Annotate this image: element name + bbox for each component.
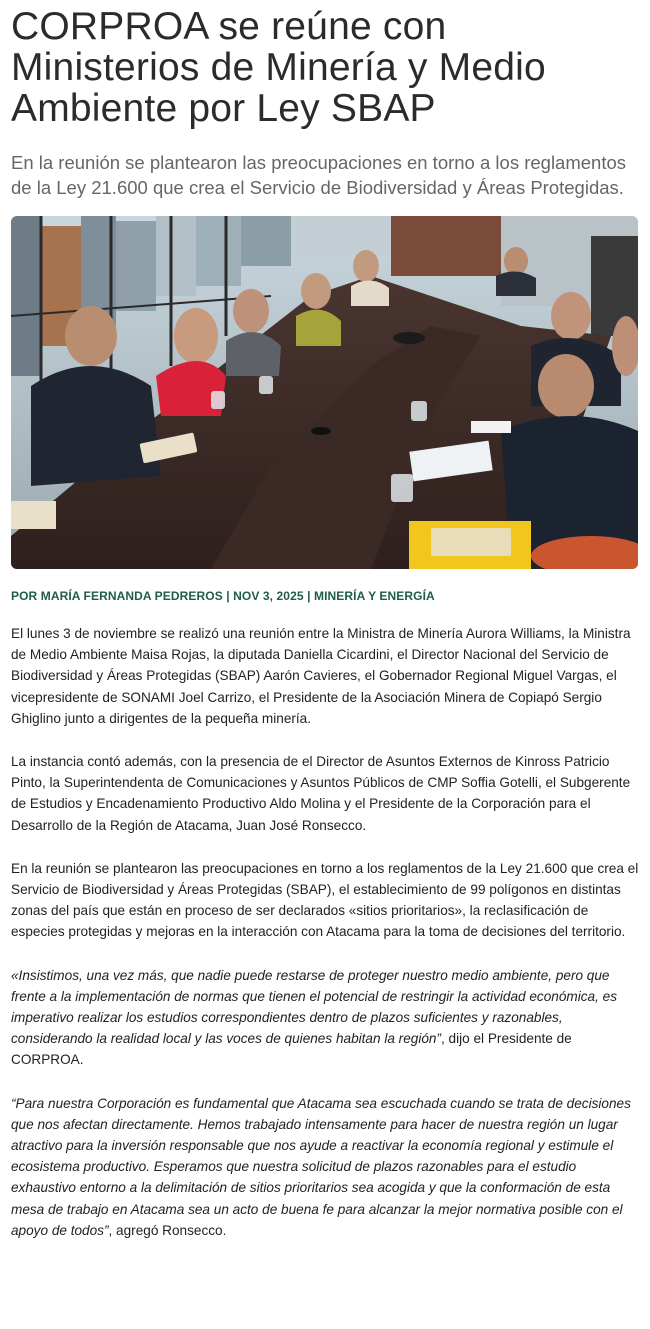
paragraph-1: El lunes 3 de noviembre se realizó una reunión entre la Ministra de Minería Aurora Williams, la Ministra de Medio Ambiente Maisa Rojas, la diputada Daniella Cicardini, el Director Nacional del Servicio de Biodiversidad y Áreas Protegidas (SBAP) Aarón Cavieres, el Gobernador Regional Miguel Vargas, el vicepresidente de SONAMI Joel Carrizo, el Presidente de la Asociación Minera de Copiapó Sergio Ghiglino junto a dirigentes de la pequeña minería. xyxy=(11,626,631,726)
meeting-photo xyxy=(11,216,638,569)
article-date: NOV 3, 2025 xyxy=(233,589,304,603)
article-lead: En la reunión se plantearon las preocupaciones en torno a los reglamentos de la Ley 21.600 que crea el Servicio de Biodiversidad y Áreas Protegidas. xyxy=(11,152,627,198)
paragraph-2: La instancia contó además, con la presencia de el Director de Asuntos Externos de Kinross Patricio Pinto, la Superintendenta de Comunicaciones y Asuntos Públicos de CMP Soffia Gotelli, el Subgerente de Estudios y Encadenamiento Productivo Aldo Molina y el Presidente de la Corporación para el Desarrollo de la Región de Atacama, Juan José Ronsecco. xyxy=(11,754,631,833)
paragraph-3: En la reunión se plantearon las preocupaciones en torno a los reglamentos de la Ley 21.600 que crea el Servicio de Biodiversidad y Áreas Protegidas (SBAP), el establecimiento de 99 polígonos en distintas zonas del país que están en proceso de ser declarados «sitios prioritarios», la reclasificación de especies protegidas y mejoras en la interacción con Atacama para la toma de decisiones del territorio. xyxy=(11,860,639,940)
paragraph-5 xyxy=(11,1093,639,1241)
paragraph-4 xyxy=(11,965,639,1071)
quote-1: «Insistimos, una vez más, que nadie puede restarse de proteger nuestro medio ambiente, pero que frente a la implementación de normas que tienen el potencial de restringir la actividad económica, es imperativo realizar los estudios correspondientes dentro de plazos suficientes y razonables, considerando la realidad local y las voces de quienes habitan la región” xyxy=(11,967,618,1047)
quote-2-attribution: , agregó Ronsecco. xyxy=(108,1222,227,1238)
quote-1-attribution: , dijo el Presidente de CORPROA. xyxy=(11,1031,572,1068)
article-title: CORPROA se reúne con Ministerios de Minería y Medio Ambiente por Ley SBAP xyxy=(11,5,546,130)
category-link[interactable]: MINERÍA Y ENERGÍA xyxy=(313,589,435,603)
quote-2: “Para nuestra Corporación es fundamental que Atacama sea escuchada cuando se trata de decisiones que nos afectan directamente. Hemos trabajado intensamente para hacer de nuestra región un lugar atractivo para la inversión responsable que nos ayude a reactivar la economía regional y estimule el ecosistema productivo. Esperamos que nuestra solicitud de plazos razonables para el estudio exhaustivo entorno a la delimitación de sitios prioritarios sea acogida y que la conformación de esta mesa de trabajo en Atacama sea un acto de buena fe para alcanzar la mejor normativa posible con el apoyo de todos” xyxy=(11,1095,631,1238)
article-meta xyxy=(11,589,639,603)
meta-separator: | xyxy=(222,589,234,603)
author-link[interactable]: POR MARÍA FERNANDA PEDREROS xyxy=(11,589,223,603)
meta-separator: | xyxy=(303,589,314,603)
